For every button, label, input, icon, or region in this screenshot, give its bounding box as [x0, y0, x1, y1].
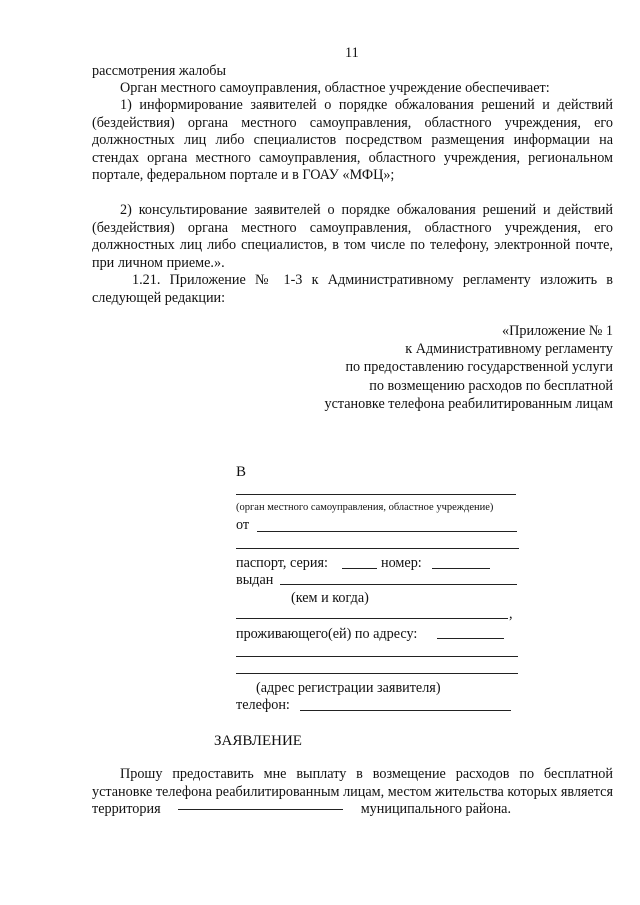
paragraph-item-1: 1) информирование заявителей о порядке обжалования решений и действий (бездействия) органа местного самоуправления, областного учреждения, его должностных лиц либо специалистов посредством размещения информации на стендах органа местного самоуправления, областного учреждения, региональном портале, федеральном портале и в ГОАУ «МФЦ»;: [92, 97, 613, 184]
from-blank-line: [257, 531, 517, 532]
from-blank-line-2: [236, 548, 519, 549]
issued-blank-line-2: [236, 618, 508, 619]
issued-label: выдан: [236, 572, 274, 588]
address-blank-line: [437, 638, 504, 639]
issued-caption: (кем и когда): [291, 590, 369, 606]
text-line: рассмотрения жалобы: [92, 63, 227, 79]
phone-blank-line: [300, 710, 511, 711]
appendix-line: «Приложение № 1: [502, 323, 613, 339]
org-caption: (орган местного самоуправления, областное учреждение): [236, 502, 494, 513]
paragraph: Орган местного самоуправления, областное учреждение обеспечивает:: [120, 80, 550, 96]
territory-blank-line: [178, 809, 343, 810]
address-blank-line-2: [236, 656, 518, 657]
appendix-line: к Административному регламенту: [405, 341, 613, 358]
from-label: от: [236, 517, 250, 533]
page-number: 11: [345, 45, 359, 61]
appendix-line: по возмещению расходов по бесплатной: [369, 377, 613, 394]
org-blank-line: [236, 494, 516, 495]
appendix-header: [324, 322, 613, 413]
statement-title: ЗАЯВЛЕНИЕ: [214, 733, 302, 749]
to-label: В: [236, 464, 247, 480]
statement-text-main: Прошу предоставить мне выплату в возмещение расходов по бесплатной установке телефона реабилитированным лицам, местом жительства которых является территория: [92, 766, 613, 818]
issued-blank-line: [280, 584, 517, 585]
comma: ,: [509, 606, 513, 622]
address-caption: (адрес регистрации заявителя): [256, 680, 441, 696]
passport-series-blank: [342, 568, 377, 569]
passport-series-label: паспорт, серия:: [236, 555, 328, 571]
passport-number-blank: [432, 568, 490, 569]
paragraph-item-1-21: 1.21. Приложение № 1-3 к Административному регламенту изложить в следующей редакции:: [92, 272, 613, 306]
residing-label: проживающего(ей) по адресу:: [236, 626, 418, 642]
appendix-line: по предоставлению государственной услуги: [345, 359, 613, 376]
phone-label: телефон:: [236, 697, 290, 713]
paragraph-item-2: 2) консультирование заявителей о порядке обжалования решений и действий (бездействия) органа местного самоуправления, областного учреждения, его должностных лиц либо специалистов, в том числе по телефону, электронной почте, при личном приеме.».: [92, 202, 613, 271]
passport-number-label: номер:: [381, 555, 422, 571]
address-blank-line-3: [236, 673, 518, 674]
appendix-line: установке телефона реабилитированным лицам: [324, 395, 613, 412]
statement-text-end: муниципального района.: [360, 801, 512, 818]
statement-text: [92, 766, 613, 819]
